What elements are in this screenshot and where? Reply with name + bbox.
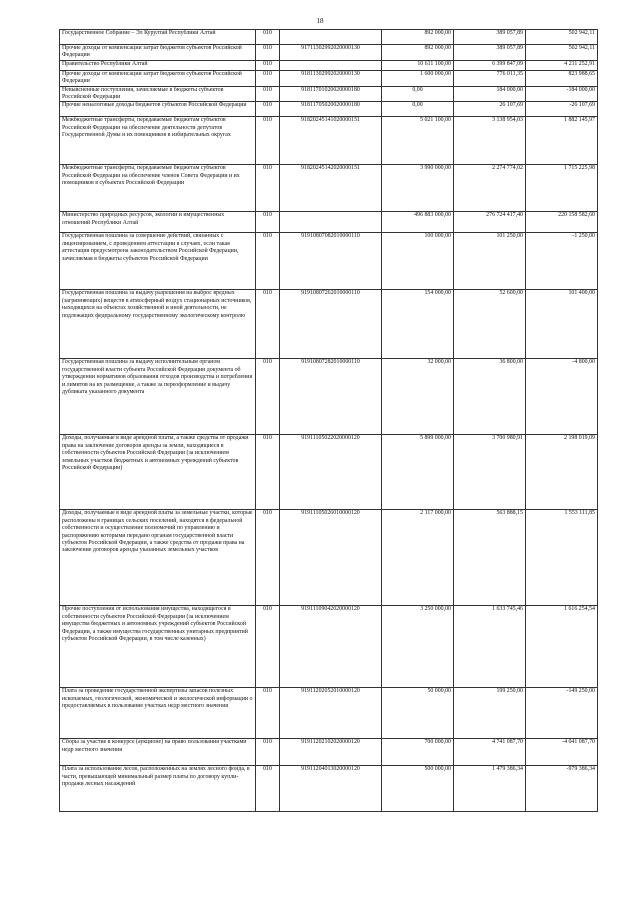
row-code-cell: 010 <box>256 233 280 290</box>
row-name-cell: Сборы за участие в конкурсе (аукционе) на право пользования участками недр местного значения <box>60 739 256 766</box>
table-row <box>60 510 598 606</box>
row-fact-cell: 1 479 386,34 <box>454 766 526 812</box>
row-name-cell: Государственная пошлина за совершение действий, связанных с лицензированием, с проведением аттестации в случаях, если такая аттестация предусмотрена законодательством Российской Федерации, зачисляемая в бюджеты субъектов Российской Федерации <box>60 233 256 290</box>
row-fact-cell: 563 888,15 <box>454 510 526 606</box>
row-plan-cell: 892 000,00 <box>382 30 454 45</box>
row-name-cell: Межбюджетные трансферты, передаваемые бюджетам субъектов Российской Федерации на обеспечение деятельности депутатов Государственной Думы и их помощников в избирательных округах <box>60 117 256 165</box>
row-code-cell: 010 <box>256 688 280 739</box>
row-kbk-cell: 91911109042020000120 <box>280 606 382 688</box>
row-kbk-cell: 91910807262010000110 <box>280 290 382 359</box>
row-fact-cell: 199 250,00 <box>454 688 526 739</box>
table-row <box>60 766 598 812</box>
row-name-cell: Прочие неналоговые доходы бюджетов субъектов Российской Федерации <box>60 102 256 117</box>
table-row <box>60 688 598 739</box>
row-code-cell: 010 <box>256 30 280 45</box>
row-code-cell: 010 <box>256 165 280 212</box>
row-plan-cell: 700 000,00 <box>382 739 454 766</box>
row-fact-cell: 276 724 417,40 <box>454 212 526 233</box>
row-fact-cell: 776 011,35 <box>454 70 526 86</box>
table-row <box>60 86 598 102</box>
row-plan-cell: 3 990 000,00 <box>382 165 454 212</box>
row-diff-cell: 1 715 225,98 <box>526 165 598 212</box>
row-plan-cell: 5 899 000,00 <box>382 435 454 510</box>
row-diff-cell: -4 800,00 <box>526 359 598 435</box>
row-plan-cell: 1 600 000,00 <box>382 70 454 86</box>
row-plan-cell: 0,00 <box>382 86 454 102</box>
row-name-cell: Плата за использование лесов, расположенных на землях лесного фонда, в части, превышающей минимальный размер платы по договору купли-продажи лесных насаждений <box>60 766 256 812</box>
row-fact-cell: 389 057,89 <box>454 45 526 61</box>
row-code-cell: 010 <box>256 60 280 70</box>
table-row <box>60 70 598 86</box>
row-diff-cell: -979 386,34 <box>526 766 598 812</box>
row-name-cell: Правительство Республики Алтай <box>60 60 256 70</box>
row-code-cell: 010 <box>256 45 280 61</box>
table-row <box>60 102 598 117</box>
table-row <box>60 606 598 688</box>
table-row <box>60 290 598 359</box>
row-code-cell: 010 <box>256 86 280 102</box>
row-plan-cell: 5 021 100,00 <box>382 117 454 165</box>
row-kbk-cell: 91811302992020000130 <box>280 70 382 86</box>
row-kbk-cell: 91811701020020000180 <box>280 86 382 102</box>
row-diff-cell: 101 400,00 <box>526 290 598 359</box>
row-plan-cell: 892 000,00 <box>382 45 454 61</box>
row-kbk-cell: 91820245141020000151 <box>280 117 382 165</box>
table-row <box>60 45 598 61</box>
row-diff-cell: -1 250,00 <box>526 233 598 290</box>
row-kbk-cell: 91910807082010000110 <box>280 233 382 290</box>
row-name-cell: Доходы, получаемые в виде арендной платы за земельные участки, которые расположены в границах сельских поселений, находятся в федеральной собственности и осуществление полномочий по управлению и распоряжению которыми передано органам государственной власти субъектов Российской Федерации, а также средства от продажи права на заключение договоров аренды указанных земельных участков <box>60 510 256 606</box>
row-name-cell: Министерство природных ресурсов, экологии и имущественных отношений Республики Алтай <box>60 212 256 233</box>
row-code-cell: 010 <box>256 117 280 165</box>
row-diff-cell: 2 198 019,09 <box>526 435 598 510</box>
row-plan-cell: 10 611 100,00 <box>382 60 454 70</box>
row-code-cell: 010 <box>256 212 280 233</box>
row-plan-cell: 100 000,00 <box>382 233 454 290</box>
row-name-cell: Государственная пошлина за выдачу разрешения на выброс вредных (загрязняющих) веществ в атмосферный воздух стационарных источников, находящихся на объектах хозяйственной и иной деятельности, не подлежащих федеральному государственному экологическому контролю <box>60 290 256 359</box>
row-plan-cell: 154 000,00 <box>382 290 454 359</box>
row-diff-cell: -26 107,69 <box>526 102 598 117</box>
table-row <box>60 117 598 165</box>
row-fact-cell: 3 138 954,03 <box>454 117 526 165</box>
row-fact-cell: 101 250,00 <box>454 233 526 290</box>
row-plan-cell: 2 117 000,00 <box>382 510 454 606</box>
revenue-table <box>59 29 598 812</box>
row-kbk-cell: 91911202052010000120 <box>280 688 382 739</box>
row-kbk-cell <box>280 212 382 233</box>
row-kbk-cell: 91811705020020000180 <box>280 102 382 117</box>
row-code-cell: 010 <box>256 766 280 812</box>
row-diff-cell: 4 211 252,91 <box>526 60 598 70</box>
row-plan-cell: 500 000,00 <box>382 766 454 812</box>
row-fact-cell: 389 057,89 <box>454 30 526 45</box>
row-fact-cell: 1 633 745,46 <box>454 606 526 688</box>
row-name-cell: Прочие доходы от компенсации затрат бюджетов субъектов Российской Федерации <box>60 45 256 61</box>
row-code-cell: 010 <box>256 739 280 766</box>
row-code-cell: 010 <box>256 102 280 117</box>
row-plan-cell: 496 883 000,00 <box>382 212 454 233</box>
row-fact-cell: 26 107,69 <box>454 102 526 117</box>
table-row <box>60 359 598 435</box>
row-fact-cell: 6 399 847,09 <box>454 60 526 70</box>
row-fact-cell: 4 741 087,70 <box>454 739 526 766</box>
row-code-cell: 010 <box>256 435 280 510</box>
row-diff-cell: -149 250,00 <box>526 688 598 739</box>
row-diff-cell: 823 988,65 <box>526 70 598 86</box>
row-plan-cell: 3 250 000,00 <box>382 606 454 688</box>
row-diff-cell: -184 000,00 <box>526 86 598 102</box>
row-kbk-cell <box>280 60 382 70</box>
row-diff-cell: 1 882 145,97 <box>526 117 598 165</box>
row-code-cell: 010 <box>256 510 280 606</box>
row-diff-cell: 220 158 582,60 <box>526 212 598 233</box>
row-fact-cell: 52 600,00 <box>454 290 526 359</box>
table-row <box>60 165 598 212</box>
row-kbk-cell: 91820245142020000151 <box>280 165 382 212</box>
row-fact-cell: 2 274 774,02 <box>454 165 526 212</box>
table-row <box>60 60 598 70</box>
row-code-cell: 010 <box>256 359 280 435</box>
row-kbk-cell: 91911105022020000120 <box>280 435 382 510</box>
row-name-cell: Государственная пошлина за выдачу исполнительным органом государственной власти субъекта Российской Федерации документа об утверждении нормативов образования отходов производства и потребления и лимитов на их размещение, а также за переоформление и выдачу дубликата указанного документа <box>60 359 256 435</box>
row-name-cell: Прочие поступления от использования имущества, находящегося в собственности субъектов Российской Федерации (за исключением имущества бюджетных и автономных учреждений субъектов Российской Федерации, а также имущества государственных унитарных предприятий субъектов Российской Федерации, в том числе казенных) <box>60 606 256 688</box>
row-kbk-cell <box>280 30 382 45</box>
row-name-cell: Межбюджетные трансферты, передаваемые бюджетам субъектов Российской Федерации на обеспечение членов Совета Федерации и их помощников в субъектах Российской Федерации <box>60 165 256 212</box>
row-kbk-cell: 91711302992020000130 <box>280 45 382 61</box>
table-row <box>60 435 598 510</box>
row-name-cell: Государственное Собрание – Эл Курултай Республики Алтай <box>60 30 256 45</box>
row-fact-cell: 184 000,00 <box>454 86 526 102</box>
row-plan-cell: 0,00 <box>382 102 454 117</box>
row-kbk-cell: 91911202102020000120 <box>280 739 382 766</box>
table-row <box>60 30 598 45</box>
row-plan-cell: 50 000,00 <box>382 688 454 739</box>
row-name-cell: Доходы, получаемые в виде арендной платы, а также средства от продажи права на заключение договоров аренды за земли, находящиеся в собственности субъектов Российской Федерации (за исключением земельных участков бюджетных и автономных учреждений субъектов Российской Федерации) <box>60 435 256 510</box>
row-fact-cell: 3 700 980,91 <box>454 435 526 510</box>
table-row <box>60 233 598 290</box>
row-fact-cell: 36 800,00 <box>454 359 526 435</box>
table-row <box>60 212 598 233</box>
row-diff-cell: -4 041 087,70 <box>526 739 598 766</box>
row-diff-cell: 1 553 111,85 <box>526 510 598 606</box>
row-diff-cell: 502 942,11 <box>526 45 598 61</box>
row-name-cell: Невыясненные поступления, зачисляемые в бюджеты субъектов Российской Федерации <box>60 86 256 102</box>
row-kbk-cell: 91911105026010000120 <box>280 510 382 606</box>
row-code-cell: 010 <box>256 606 280 688</box>
page-number: 18 <box>316 17 324 25</box>
row-kbk-cell: 91911204013020000120 <box>280 766 382 812</box>
row-diff-cell: 1 616 254,54 <box>526 606 598 688</box>
row-name-cell: Плата за проведение государственной экспертизы запасов полезных ископаемых, геологической, экономической и экологической информации о предоставляемых в пользование участках недр местного значения <box>60 688 256 739</box>
row-plan-cell: 32 000,00 <box>382 359 454 435</box>
table-row <box>60 739 598 766</box>
row-name-cell: Прочие доходы от компенсации затрат бюджетов субъектов Российской Федерации <box>60 70 256 86</box>
row-code-cell: 010 <box>256 70 280 86</box>
row-code-cell: 010 <box>256 290 280 359</box>
row-kbk-cell: 91910807282010000110 <box>280 359 382 435</box>
row-diff-cell: 502 942,11 <box>526 30 598 45</box>
